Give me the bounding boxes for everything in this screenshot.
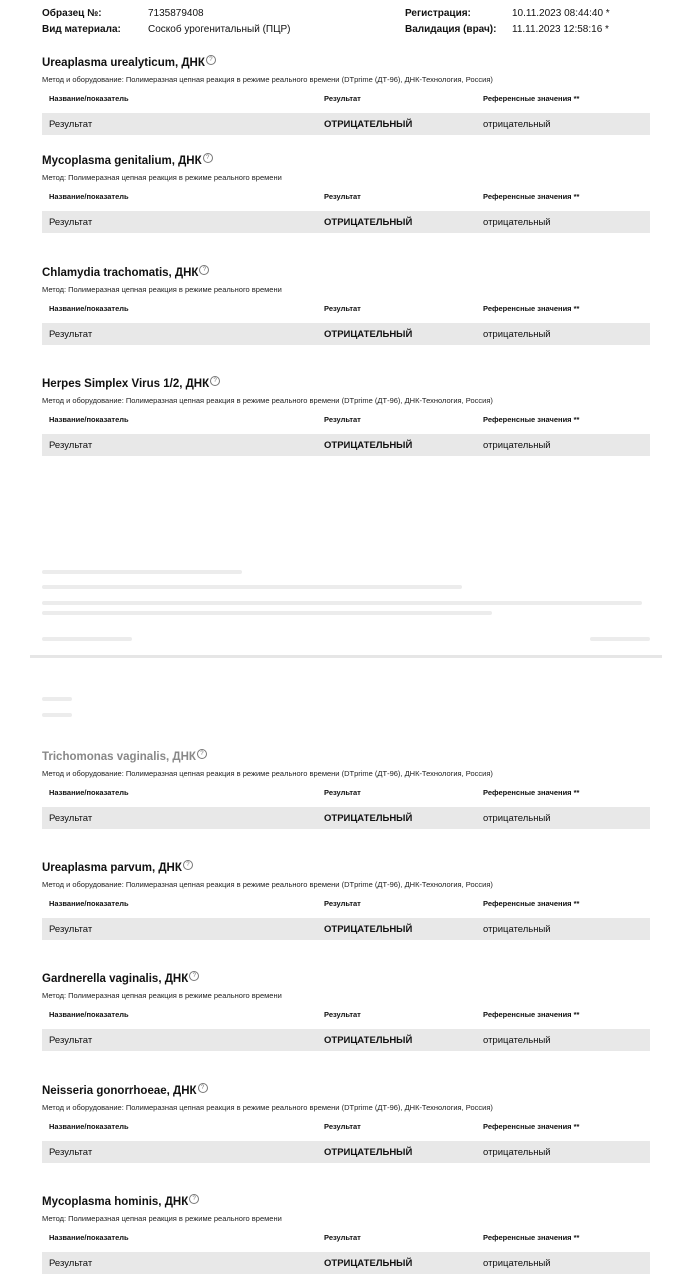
section-method: Метод: Полимеразная цепная реакция в режиме реального времени xyxy=(42,285,282,294)
table-header xyxy=(42,94,650,107)
help-icon[interactable]: ? xyxy=(206,55,216,65)
col-result-header: Результат xyxy=(324,192,361,201)
section-title: Neisseria gonorrhoeae, ДНК xyxy=(42,1085,197,1097)
section-method: Метод и оборудование: Полимеразная цепная реакция в режиме реального времени (DTprime (ДТ-96), ДНК-Технология, Россия) xyxy=(42,1103,493,1112)
section-title: Chlamydia trachomatis, ДНК xyxy=(42,267,199,279)
help-icon[interactable]: ? xyxy=(189,971,199,981)
help-icon[interactable]: ? xyxy=(189,1194,199,1204)
registration-label: Регистрация: xyxy=(405,8,471,19)
material-value: Соскоб урогенитальный (ПЦР) xyxy=(148,24,291,35)
col-name-header: Название/показатель xyxy=(49,899,129,908)
row-result: ОТРИЦАТЕЛЬНЫЙ xyxy=(324,217,413,228)
row-reference: отрицательный xyxy=(483,813,551,824)
test-section-mycoplasma-genitalium xyxy=(42,153,650,233)
row-reference: отрицательный xyxy=(483,119,551,130)
row-name: Результат xyxy=(49,924,93,935)
col-name-header: Название/показатель xyxy=(49,1233,129,1242)
test-section-herpes-simplex xyxy=(42,376,650,456)
table-header xyxy=(42,1010,650,1023)
row-name: Результат xyxy=(49,1035,93,1046)
table-header xyxy=(42,304,650,317)
col-reference-header: Референсные значения ** xyxy=(483,94,580,103)
help-icon[interactable]: ? xyxy=(203,153,213,163)
col-name-header: Название/показатель xyxy=(49,192,129,201)
help-icon[interactable]: ? xyxy=(197,749,207,759)
row-result: ОТРИЦАТЕЛЬНЫЙ xyxy=(324,1035,413,1046)
col-name-header: Название/показатель xyxy=(49,94,129,103)
section-title: Gardnerella vaginalis, ДНК xyxy=(42,973,189,985)
table-row xyxy=(42,113,650,135)
table-row xyxy=(42,1252,650,1274)
col-name-header: Название/показатель xyxy=(49,788,129,797)
row-result: ОТРИЦАТЕЛЬНЫЙ xyxy=(324,1258,413,1269)
test-section-ureaplasma-parvum xyxy=(42,860,650,940)
section-title: Trichomonas vaginalis, ДНК xyxy=(42,751,196,763)
table-header xyxy=(42,415,650,428)
row-reference: отрицательный xyxy=(483,924,551,935)
row-name: Результат xyxy=(49,1147,93,1158)
row-name: Результат xyxy=(49,119,93,130)
col-result-header: Результат xyxy=(324,415,361,424)
col-reference-header: Референсные значения ** xyxy=(483,899,580,908)
material-label: Вид материала: xyxy=(42,24,121,35)
col-result-header: Результат xyxy=(324,94,361,103)
table-header xyxy=(42,1233,650,1246)
section-title: Ureaplasma urealyticum, ДНК xyxy=(42,57,205,69)
col-reference-header: Референсные значения ** xyxy=(483,192,580,201)
table-header xyxy=(42,1122,650,1135)
help-icon[interactable]: ? xyxy=(198,1083,208,1093)
row-name: Результат xyxy=(49,217,93,228)
row-reference: отрицательный xyxy=(483,1258,551,1269)
table-row xyxy=(42,211,650,233)
col-reference-header: Референсные значения ** xyxy=(483,304,580,313)
test-section-chlamydia-trachomatis xyxy=(42,265,650,345)
section-method: Метод: Полимеразная цепная реакция в режиме реального времени xyxy=(42,991,282,1000)
col-reference-header: Референсные значения ** xyxy=(483,788,580,797)
section-method: Метод и оборудование: Полимеразная цепная реакция в режиме реального времени (DTprime (ДТ-96), ДНК-Технология, Россия) xyxy=(42,75,493,84)
row-result: ОТРИЦАТЕЛЬНЫЙ xyxy=(324,119,413,130)
row-reference: отрицательный xyxy=(483,1147,551,1158)
col-name-header: Название/показатель xyxy=(49,415,129,424)
section-method: Метод и оборудование: Полимеразная цепная реакция в режиме реального времени (DTprime (ДТ-96), ДНК-Технология, Россия) xyxy=(42,769,493,778)
col-reference-header: Референсные значения ** xyxy=(483,415,580,424)
row-result: ОТРИЦАТЕЛЬНЫЙ xyxy=(324,813,413,824)
table-row xyxy=(42,1029,650,1051)
validation-value: 11.11.2023 12:58:16 * xyxy=(512,24,609,35)
table-row xyxy=(42,323,650,345)
col-reference-header: Референсные значения ** xyxy=(483,1233,580,1242)
table-header xyxy=(42,192,650,205)
section-method: Метод и оборудование: Полимеразная цепная реакция в режиме реального времени (DTprime (ДТ-96), ДНК-Технология, Россия) xyxy=(42,880,493,889)
table-header xyxy=(42,788,650,801)
section-title: Ureaplasma parvum, ДНК xyxy=(42,862,182,874)
validation-label: Валидация (врач): xyxy=(405,24,497,35)
section-title: Mycoplasma genitalium, ДНК xyxy=(42,155,202,167)
table-row xyxy=(42,434,650,456)
table-row xyxy=(42,918,650,940)
sample-value: 7135879408 xyxy=(148,8,204,19)
col-result-header: Результат xyxy=(324,1233,361,1242)
sample-label: Образец №: xyxy=(42,8,102,19)
section-method: Метод и оборудование: Полимеразная цепная реакция в режиме реального времени (DTprime (ДТ-96), ДНК-Технология, Россия) xyxy=(42,396,493,405)
help-icon[interactable]: ? xyxy=(199,265,209,275)
row-result: ОТРИЦАТЕЛЬНЫЙ xyxy=(324,329,413,340)
col-result-header: Результат xyxy=(324,304,361,313)
registration-value: 10.11.2023 08:44:40 * xyxy=(512,8,610,19)
row-reference: отрицательный xyxy=(483,440,551,451)
test-section-mycoplasma-hominis xyxy=(42,1194,650,1274)
page-divider xyxy=(30,655,662,658)
row-name: Результат xyxy=(49,1258,93,1269)
col-result-header: Результат xyxy=(324,899,361,908)
table-row xyxy=(42,1141,650,1163)
row-reference: отрицательный xyxy=(483,1035,551,1046)
section-method: Метод: Полимеразная цепная реакция в режиме реального времени xyxy=(42,173,282,182)
table-row xyxy=(42,807,650,829)
row-result: ОТРИЦАТЕЛЬНЫЙ xyxy=(324,924,413,935)
row-reference: отрицательный xyxy=(483,329,551,340)
test-section-gardnerella-vaginalis xyxy=(42,971,650,1051)
test-section-ureaplasma-urealyticum xyxy=(42,55,650,135)
help-icon[interactable]: ? xyxy=(183,860,193,870)
redacted-area xyxy=(0,555,686,735)
col-reference-header: Референсные значения ** xyxy=(483,1122,580,1131)
row-name: Результат xyxy=(49,329,93,340)
test-section-trichomonas-vaginalis xyxy=(42,749,650,829)
col-name-header: Название/показатель xyxy=(49,1010,129,1019)
col-name-header: Название/показатель xyxy=(49,1122,129,1131)
col-name-header: Название/показатель xyxy=(49,304,129,313)
section-title: Mycoplasma hominis, ДНК xyxy=(42,1196,189,1208)
col-reference-header: Референсные значения ** xyxy=(483,1010,580,1019)
section-title: Herpes Simplex Virus 1/2, ДНК xyxy=(42,378,210,390)
row-result: ОТРИЦАТЕЛЬНЫЙ xyxy=(324,1147,413,1158)
row-name: Результат xyxy=(49,440,93,451)
test-section-neisseria-gonorrhoeae xyxy=(42,1083,650,1163)
section-method: Метод: Полимеразная цепная реакция в режиме реального времени xyxy=(42,1214,282,1223)
row-result: ОТРИЦАТЕЛЬНЫЙ xyxy=(324,440,413,451)
row-name: Результат xyxy=(49,813,93,824)
row-reference: отрицательный xyxy=(483,217,551,228)
col-result-header: Результат xyxy=(324,1122,361,1131)
table-header xyxy=(42,899,650,912)
help-icon[interactable]: ? xyxy=(210,376,220,386)
col-result-header: Результат xyxy=(324,788,361,797)
col-result-header: Результат xyxy=(324,1010,361,1019)
